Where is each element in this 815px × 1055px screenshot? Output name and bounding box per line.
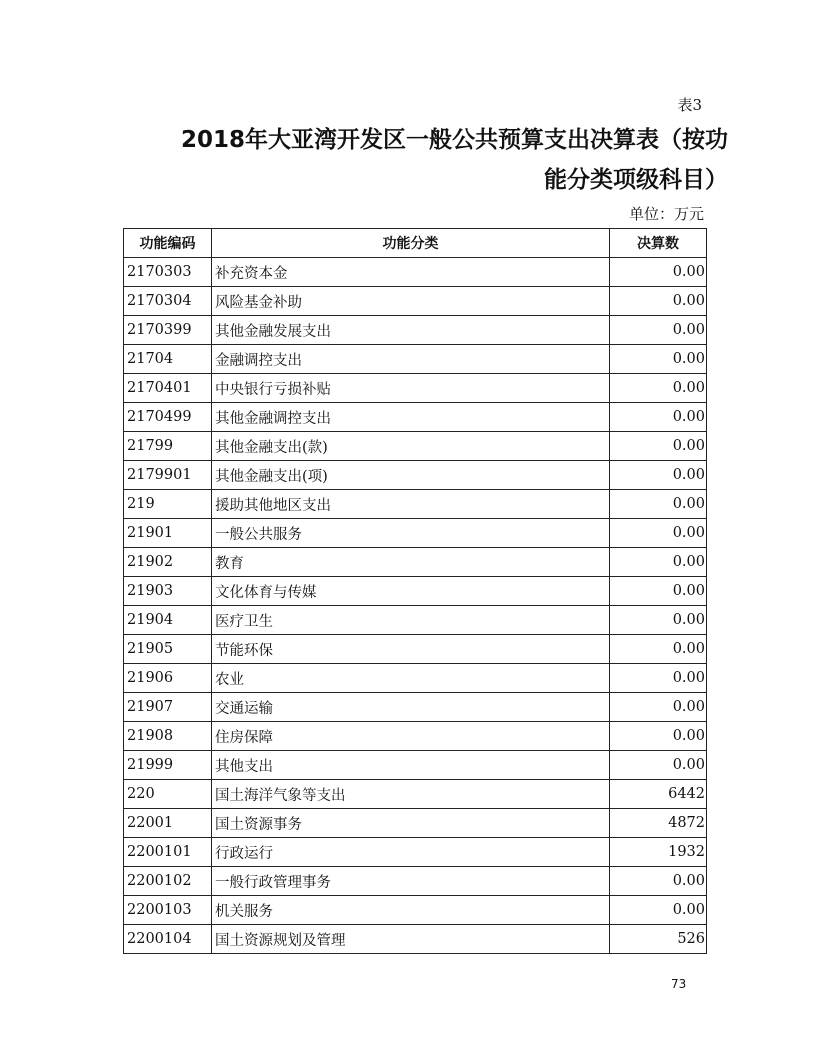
table-label: 表3 (677, 96, 702, 114)
cell-amount: 0.00 (610, 519, 707, 548)
cell-amount: 526 (610, 925, 707, 954)
cell-code: 21999 (124, 751, 212, 780)
cell-category: 国土资源事务 (212, 809, 610, 838)
cell-code: 2200101 (124, 838, 212, 867)
header-category: 功能分类 (212, 229, 610, 258)
cell-code: 21901 (124, 519, 212, 548)
table-row (124, 722, 707, 751)
cell-code: 21799 (124, 432, 212, 461)
table-row (124, 809, 707, 838)
title-line-1: 2018年大亚湾开发区一般公共预算支出决算表（按功 (180, 127, 728, 153)
table-row (124, 548, 707, 577)
cell-code: 2179901 (124, 461, 212, 490)
cell-amount: 6442 (610, 780, 707, 809)
cell-amount: 0.00 (610, 461, 707, 490)
cell-code: 2200102 (124, 867, 212, 896)
cell-amount: 0.00 (610, 403, 707, 432)
cell-category: 一般公共服务 (212, 519, 610, 548)
cell-category: 教育 (212, 548, 610, 577)
cell-code: 21704 (124, 345, 212, 374)
table-row (124, 287, 707, 316)
cell-category: 中央银行亏损补贴 (212, 374, 610, 403)
table-row (124, 635, 707, 664)
cell-category: 农业 (212, 664, 610, 693)
budget-table (123, 228, 707, 954)
table-row (124, 751, 707, 780)
cell-amount: 0.00 (610, 258, 707, 287)
cell-code: 220 (124, 780, 212, 809)
cell-category: 援助其他地区支出 (212, 490, 610, 519)
cell-amount: 0.00 (610, 693, 707, 722)
table-row (124, 838, 707, 867)
table-row (124, 403, 707, 432)
cell-amount: 4872 (610, 809, 707, 838)
table-body (124, 258, 707, 954)
table-row (124, 258, 707, 287)
table-row (124, 606, 707, 635)
table-row (124, 374, 707, 403)
cell-category: 文化体育与传媒 (212, 577, 610, 606)
cell-category: 其他金融发展支出 (212, 316, 610, 345)
table-row (124, 345, 707, 374)
cell-amount: 0.00 (610, 490, 707, 519)
cell-category: 风险基金补助 (212, 287, 610, 316)
header-code: 功能编码 (124, 229, 212, 258)
cell-code: 22001 (124, 809, 212, 838)
cell-amount: 0.00 (610, 635, 707, 664)
cell-amount: 0.00 (610, 345, 707, 374)
cell-code: 2200103 (124, 896, 212, 925)
table-row (124, 432, 707, 461)
cell-code: 21903 (124, 577, 212, 606)
cell-amount: 0.00 (610, 867, 707, 896)
cell-amount: 0.00 (610, 374, 707, 403)
cell-code: 2170401 (124, 374, 212, 403)
header-amount: 决算数 (610, 229, 707, 258)
table-row (124, 664, 707, 693)
cell-category: 国土资源规划及管理 (212, 925, 610, 954)
cell-amount: 0.00 (610, 432, 707, 461)
page-title (128, 120, 728, 200)
table-header-row (124, 229, 707, 258)
cell-category: 其他支出 (212, 751, 610, 780)
cell-amount: 0.00 (610, 316, 707, 345)
cell-category: 补充资本金 (212, 258, 610, 287)
cell-category: 金融调控支出 (212, 345, 610, 374)
table-row (124, 490, 707, 519)
cell-code: 2170304 (124, 287, 212, 316)
cell-category: 其他金融支出(款) (212, 432, 610, 461)
cell-amount: 0.00 (610, 606, 707, 635)
cell-category: 医疗卫生 (212, 606, 610, 635)
table-row (124, 519, 707, 548)
table-row (124, 896, 707, 925)
title-line-2: 能分类项级科目） (544, 167, 728, 193)
cell-category: 节能环保 (212, 635, 610, 664)
table-row (124, 316, 707, 345)
cell-code: 21902 (124, 548, 212, 577)
table-row (124, 461, 707, 490)
cell-amount: 0.00 (610, 896, 707, 925)
cell-code: 21908 (124, 722, 212, 751)
cell-amount: 0.00 (610, 287, 707, 316)
table-row (124, 780, 707, 809)
page-number: 73 (671, 977, 687, 991)
cell-code: 21906 (124, 664, 212, 693)
cell-amount: 0.00 (610, 548, 707, 577)
cell-code: 21905 (124, 635, 212, 664)
cell-amount: 0.00 (610, 751, 707, 780)
cell-code: 2170303 (124, 258, 212, 287)
cell-category: 住房保障 (212, 722, 610, 751)
cell-amount: 0.00 (610, 664, 707, 693)
cell-category: 国土海洋气象等支出 (212, 780, 610, 809)
unit-label: 单位：万元 (628, 205, 704, 223)
cell-amount: 0.00 (610, 722, 707, 751)
cell-category: 行政运行 (212, 838, 610, 867)
cell-category: 一般行政管理事务 (212, 867, 610, 896)
cell-code: 21904 (124, 606, 212, 635)
cell-code: 2200104 (124, 925, 212, 954)
cell-amount: 0.00 (610, 577, 707, 606)
cell-code: 21907 (124, 693, 212, 722)
table-row (124, 577, 707, 606)
cell-code: 219 (124, 490, 212, 519)
table-row (124, 867, 707, 896)
table-row (124, 693, 707, 722)
table-row (124, 925, 707, 954)
cell-code: 2170399 (124, 316, 212, 345)
cell-code: 2170499 (124, 403, 212, 432)
cell-category: 其他金融调控支出 (212, 403, 610, 432)
cell-category: 交通运输 (212, 693, 610, 722)
cell-amount: 1932 (610, 838, 707, 867)
cell-category: 机关服务 (212, 896, 610, 925)
cell-category: 其他金融支出(项) (212, 461, 610, 490)
